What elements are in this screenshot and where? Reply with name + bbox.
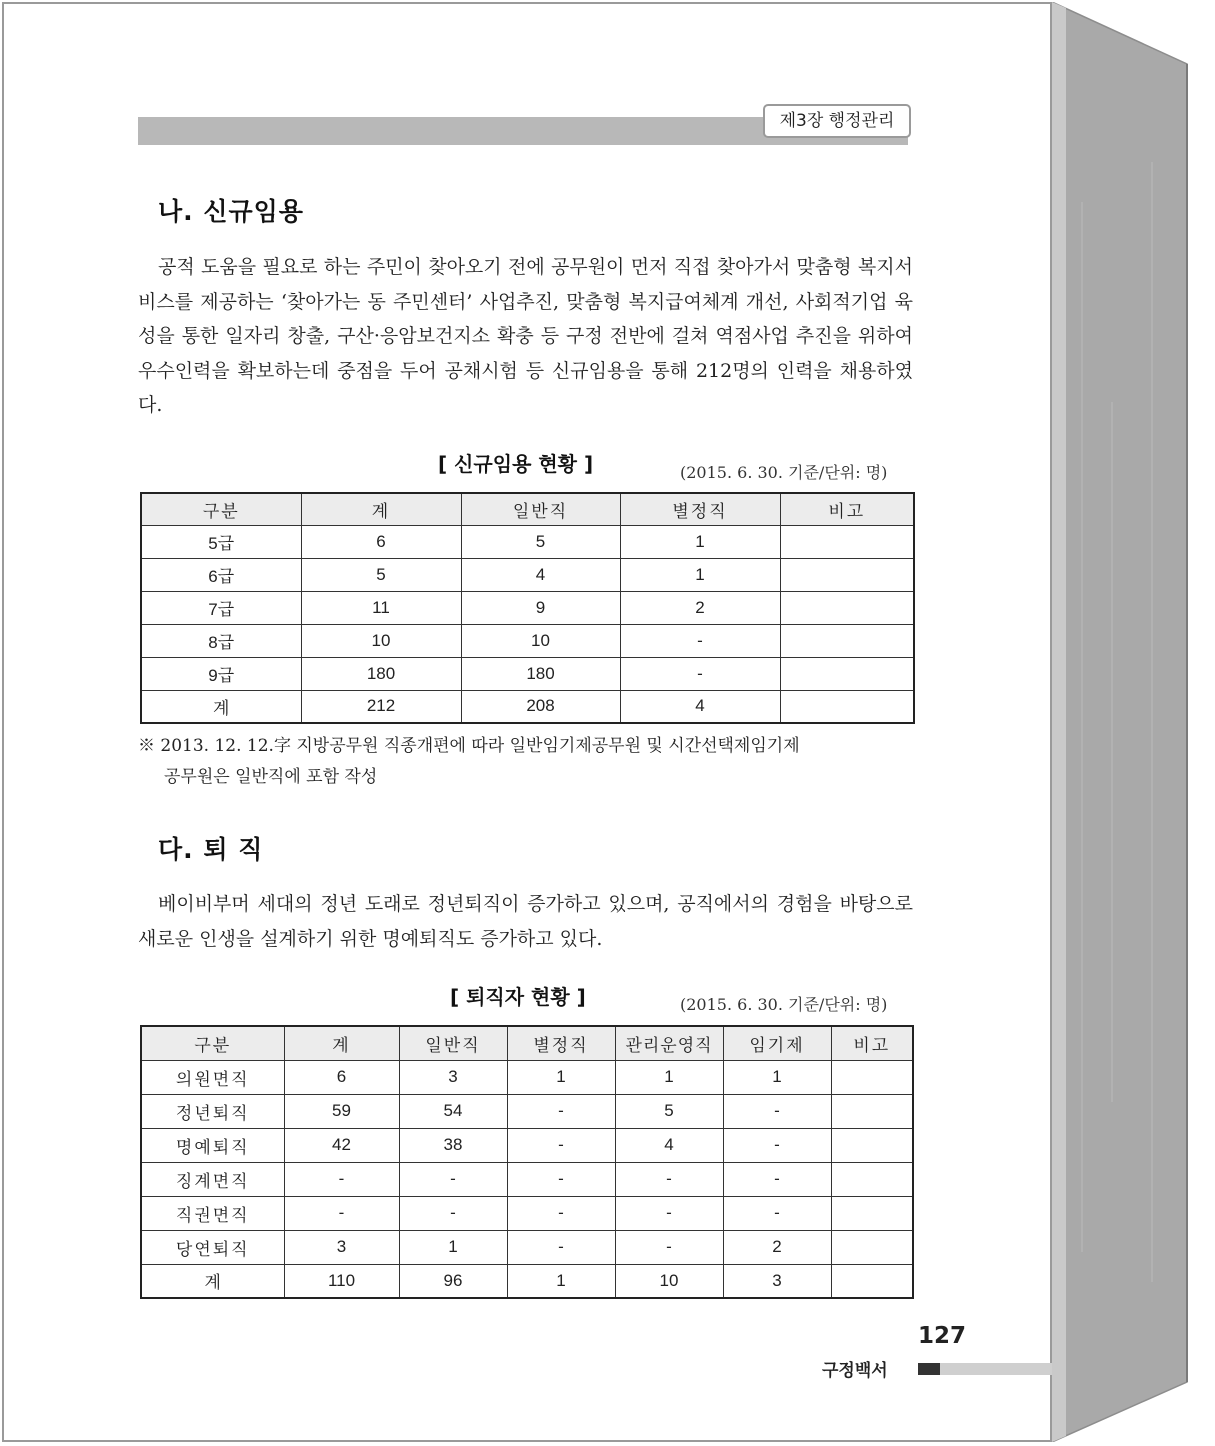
table-row [141, 591, 914, 624]
column-header: 별정직 [507, 1026, 615, 1060]
footnote-line: 공무원은 일반직에 포함 작성 [164, 767, 378, 787]
section-title-new-hires: 나. 신규임용 [158, 197, 304, 226]
table-row [141, 1230, 913, 1264]
table-row [141, 525, 914, 558]
table-cell [831, 1094, 913, 1128]
column-header: 비고 [831, 1026, 913, 1060]
new-hires-table-caption: [ 신규임용 현황 ] [438, 452, 594, 476]
table-cell: - [399, 1196, 507, 1230]
table-cell: 10 [615, 1264, 723, 1298]
table-cell: 징계면직 [141, 1162, 284, 1196]
table-cell: 180 [461, 657, 620, 690]
table-cell [831, 1128, 913, 1162]
table-cell: 180 [301, 657, 461, 690]
table-cell [780, 591, 914, 624]
page-number: 127 [918, 1323, 967, 1349]
table-cell: 당연퇴직 [141, 1230, 284, 1264]
table-row [141, 558, 914, 591]
footer-bar [940, 1363, 1052, 1375]
table-row [141, 657, 914, 690]
table-row [141, 1196, 913, 1230]
table-cell: - [399, 1162, 507, 1196]
table-cell: - [723, 1162, 831, 1196]
table-cell [831, 1060, 913, 1094]
table-cell: 3 [723, 1264, 831, 1298]
new-hires-table-unit: (2015. 6. 30. 기준/단위: 명) [680, 463, 888, 482]
table-cell: 1 [507, 1060, 615, 1094]
table-cell: 42 [284, 1128, 399, 1162]
column-header: 일반직 [399, 1026, 507, 1060]
table-cell: 1 [399, 1230, 507, 1264]
table-cell: - [507, 1196, 615, 1230]
table-cell: 3 [284, 1230, 399, 1264]
table-cell [831, 1196, 913, 1230]
table-cell: 5 [461, 525, 620, 558]
table-row [141, 1162, 913, 1196]
table-total-row [141, 1264, 913, 1298]
table-cell: 의원면직 [141, 1060, 284, 1094]
table-cell: - [620, 624, 780, 657]
table-cell: 208 [461, 690, 620, 723]
table-total-row [141, 690, 914, 723]
table-cell: 1 [615, 1060, 723, 1094]
table-cell: - [620, 657, 780, 690]
table-cell: 정년퇴직 [141, 1094, 284, 1128]
table-cell: 4 [615, 1128, 723, 1162]
table-row [141, 1060, 913, 1094]
table-cell: 9급 [141, 657, 301, 690]
table-cell: - [723, 1128, 831, 1162]
table-cell: - [615, 1162, 723, 1196]
table-cell: 명예퇴직 [141, 1128, 284, 1162]
column-header: 비고 [780, 493, 914, 525]
section-title-retirement: 다. 퇴 직 [158, 835, 264, 864]
table-cell: 54 [399, 1094, 507, 1128]
column-header: 일반직 [461, 493, 620, 525]
footer-bar-accent [918, 1363, 940, 1375]
table-cell: - [507, 1128, 615, 1162]
table-cell [831, 1264, 913, 1298]
table-cell: 38 [399, 1128, 507, 1162]
table-row [141, 1094, 913, 1128]
chapter-tab: 제3장 행정관리 [763, 104, 911, 138]
table-cell [780, 525, 914, 558]
table-cell: - [615, 1230, 723, 1264]
retirement-table-unit: (2015. 6. 30. 기준/단위: 명) [680, 995, 888, 1014]
table-cell: 4 [461, 558, 620, 591]
table-cell: - [615, 1196, 723, 1230]
table-cell: 10 [461, 624, 620, 657]
table-cell: 110 [284, 1264, 399, 1298]
table-cell: 96 [399, 1264, 507, 1298]
column-header: 임기제 [723, 1026, 831, 1060]
table-cell: 1 [620, 558, 780, 591]
table-cell: - [284, 1162, 399, 1196]
table-cell: - [284, 1196, 399, 1230]
table-cell: 11 [301, 591, 461, 624]
table-cell [780, 624, 914, 657]
retirement-table-caption: [ 퇴직자 현황 ] [450, 985, 586, 1009]
table-cell: 8급 [141, 624, 301, 657]
book-page-edges [1052, 2, 1202, 1442]
column-header: 구분 [141, 493, 301, 525]
table-cell: - [507, 1094, 615, 1128]
book-title: 구정백서 [822, 1361, 888, 1381]
table-cell: 5 [301, 558, 461, 591]
table-cell: 계 [141, 1264, 284, 1298]
retirement-table [140, 1025, 914, 1299]
table-cell: 7급 [141, 591, 301, 624]
table-cell: - [723, 1196, 831, 1230]
column-header: 계 [301, 493, 461, 525]
table-cell: - [507, 1162, 615, 1196]
new-hires-paragraph: 공적 도움을 필요로 하는 주민이 찾아오기 전에 공무원이 먼저 직접 찾아가서 맞춤형 복지서비스를 제공하는 ‘찾아가는 동 주민센터’ 사업추진, 맞춤형 복지급여체계 개선, 사회적기업 육성을 통한 일자리 창출, 구산·응암보건지소 확충 등 구정 전반에 걸쳐 역점사업 추진을 위하여 우수인력을 확보하는데 중점을 두어 공채시험 등 신규임용을 통해 212명의 인력을 채용하였다. [138, 256, 913, 416]
table-cell [831, 1230, 913, 1264]
table-cell: 9 [461, 591, 620, 624]
table-row [141, 624, 914, 657]
footnote-line: ※ 2013. 12. 12.字 지방공무원 직종개편에 따라 일반임기제공무원 및 시간선택제임기제 [138, 736, 800, 756]
table-cell: 직권면직 [141, 1196, 284, 1230]
table-cell: 212 [301, 690, 461, 723]
table-cell: 3 [399, 1060, 507, 1094]
table-cell: 2 [723, 1230, 831, 1264]
table-cell: 5급 [141, 525, 301, 558]
table-row [141, 1128, 913, 1162]
table-cell: 1 [507, 1264, 615, 1298]
table-cell [780, 690, 914, 723]
table-cell: 2 [620, 591, 780, 624]
retirement-paragraph: 베이비부머 세대의 정년 도래로 정년퇴직이 증가하고 있으며, 공직에서의 경험을 바탕으로 새로운 인생을 설계하기 위한 명예퇴직도 증가하고 있다. [138, 893, 913, 950]
table-cell: 6 [301, 525, 461, 558]
table-cell [780, 558, 914, 591]
table-cell: - [507, 1230, 615, 1264]
new-hires-footnote [138, 731, 918, 793]
table-cell: 1 [620, 525, 780, 558]
table-cell: 4 [620, 690, 780, 723]
table-cell: 계 [141, 690, 301, 723]
column-header: 구분 [141, 1026, 284, 1060]
table-cell: 6 [284, 1060, 399, 1094]
new-hires-table [140, 492, 915, 724]
table-cell [780, 657, 914, 690]
column-header: 계 [284, 1026, 399, 1060]
column-header: 별정직 [620, 493, 780, 525]
table-cell: 5 [615, 1094, 723, 1128]
table-cell: 1 [723, 1060, 831, 1094]
table-cell: - [723, 1094, 831, 1128]
table-cell: 10 [301, 624, 461, 657]
table-cell: 59 [284, 1094, 399, 1128]
column-header: 관리운영직 [615, 1026, 723, 1060]
table-cell: 6급 [141, 558, 301, 591]
table-cell [831, 1162, 913, 1196]
